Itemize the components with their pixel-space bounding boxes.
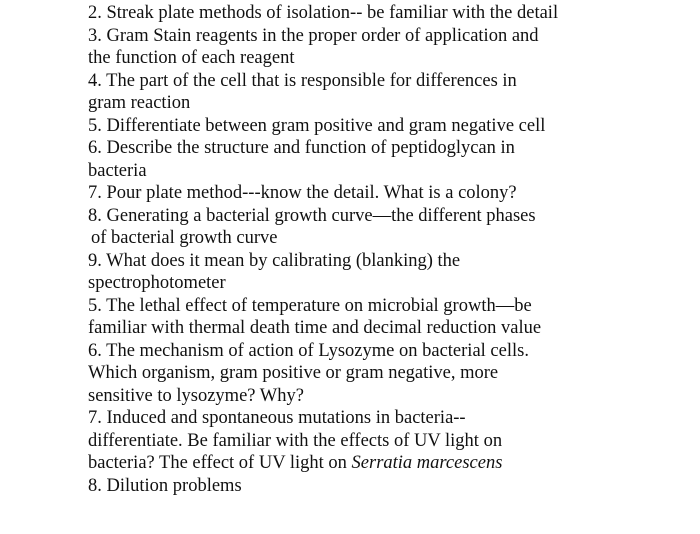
list-item-streak-plate: 2. Streak plate methods of isolation-- be familiar with the detail bbox=[88, 3, 559, 23]
list-item-growth-curve: 8. Generating a bacterial growth curve—the different phases bbox=[88, 205, 536, 226]
list-item-uv-light bbox=[88, 452, 648, 475]
list-item-cell-part-cont: gram reaction bbox=[88, 93, 191, 113]
list-item-calibrating-cont: spectrophotometer bbox=[88, 273, 226, 293]
list-item-cell-part: 4. The part of the cell that is responsible for differences in bbox=[88, 70, 517, 91]
list-item-pour-plate: 7. Pour plate method---know the detail. What is a colony? bbox=[88, 183, 517, 203]
list-item-peptidoglycan: 6. Describe the structure and function of peptidoglycan in bbox=[88, 138, 515, 158]
list-item-calibrating: 9. What does it mean by calibrating (blanking) the bbox=[88, 250, 461, 271]
list-item-lethal-temperature-cont: familiar with thermal death time and decimal reduction value bbox=[88, 318, 542, 338]
list-item-growth-curve-cont: of bacterial growth curve bbox=[91, 228, 278, 248]
list-item-peptidoglycan-cont: bacteria bbox=[88, 160, 147, 181]
list-item-gram-stain-cont: the function of each reagent bbox=[88, 48, 295, 68]
study-guide-text bbox=[88, 2, 648, 497]
list-item-lysozyme: 6. The mechanism of action of Lysozyme on bacterial cells. bbox=[88, 340, 529, 361]
list-item-dilution: 8. Dilution problems bbox=[88, 475, 242, 496]
list-item-mutations: 7. Induced and spontaneous mutations in bacteria-- bbox=[88, 408, 466, 428]
list-item-differentiate: 5. Differentiate between gram positive and gram negative cell bbox=[88, 115, 546, 136]
list-item-mutations-cont: differentiate. Be familiar with the effects of UV light on bbox=[88, 430, 503, 451]
uv-line-prefix: bacteria? The effect of UV light on bbox=[88, 453, 352, 473]
list-item-lysozyme-cont: Which organism, gram positive or gram negative, more bbox=[88, 363, 499, 383]
list-item-lysozyme-question: sensitive to lysozyme? Why? bbox=[88, 385, 304, 406]
list-item-gram-stain: 3. Gram Stain reagents in the proper order of application and bbox=[88, 25, 539, 46]
organism-name: Serratia marcescens bbox=[351, 453, 503, 473]
list-item-lethal-temperature: 5. The lethal effect of temperature on microbial growth—be bbox=[88, 295, 532, 316]
